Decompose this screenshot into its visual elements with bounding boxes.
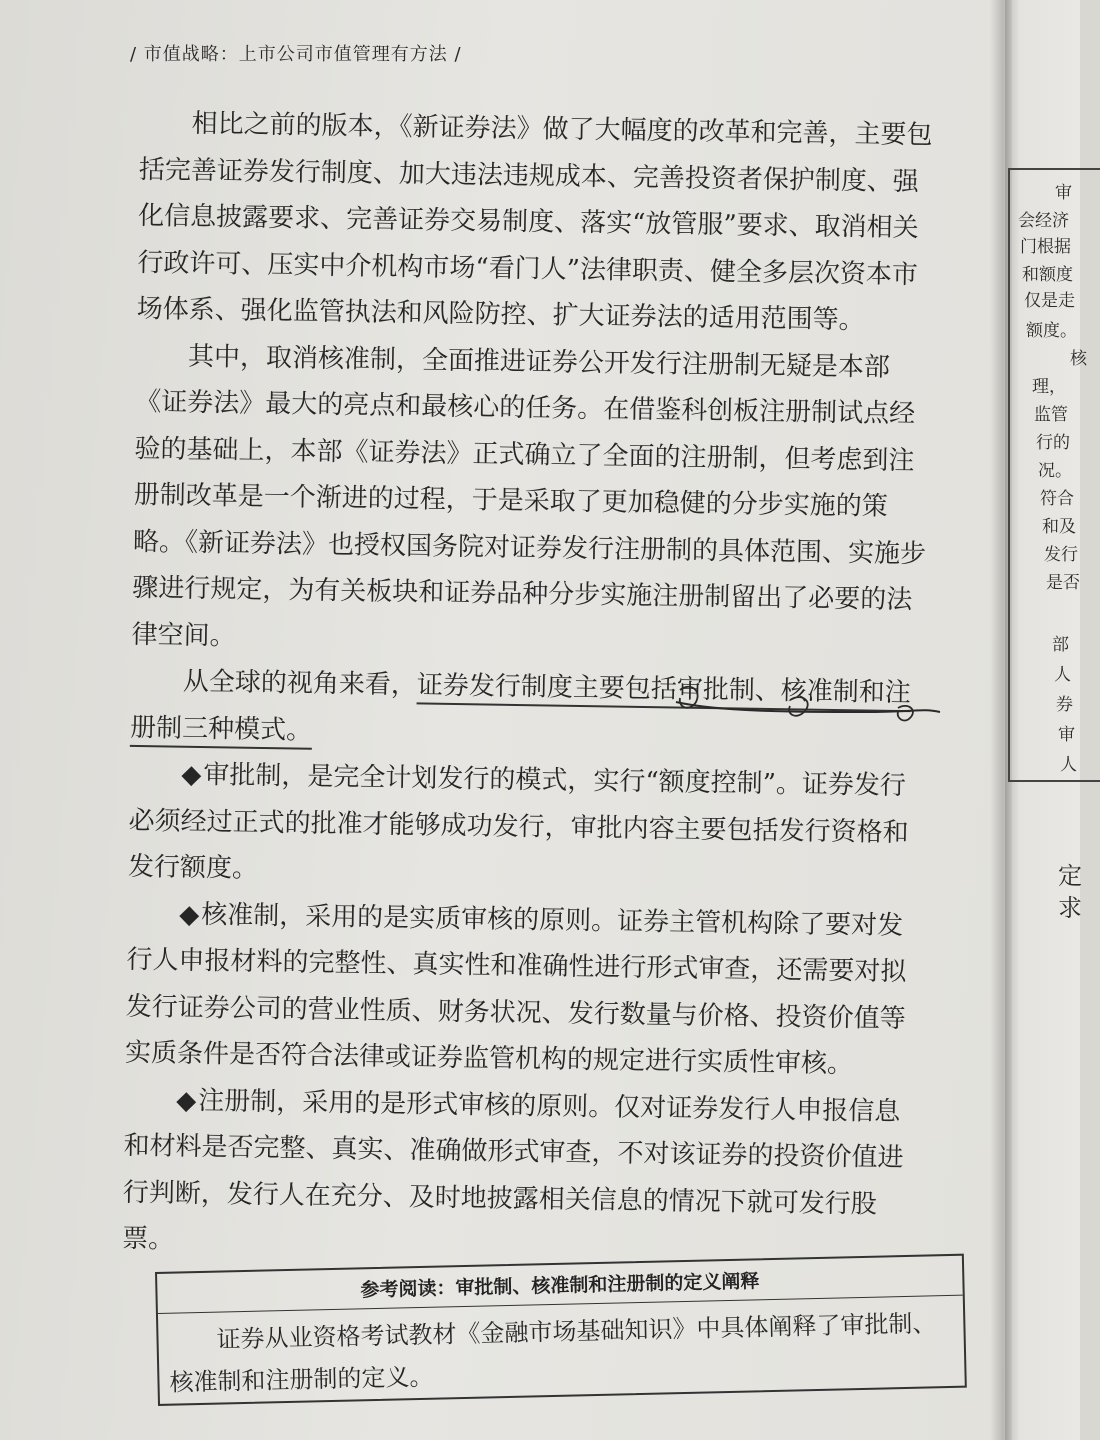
adjacent-page-line: 监管 [1034,405,1068,425]
adjacent-page-line: 理， [1032,377,1066,397]
adjacent-page-line: 人 [1054,665,1071,685]
bullet-verification-system [125,890,928,1089]
adjacent-page-line: 部 [1052,635,1069,655]
bullet-approval-system [128,751,930,903]
bullet-text: 审批制，是完全计划发行的模式，实行“额度控制”。证券发行必须经过正式的批准才能够成功发行，审批内容主要包括发行资格和发行额度。 [127,760,909,884]
paragraph-2: 其中，取消核准制，全面推进证券公开发行注册制无疑是本部《证券法》最大的亮点和最核心的任务。在借鉴科创板注册制试点经验的基础上，本部《证券法》正式确立了全面的注册制，但考虑到注册制改革是一个渐进的过程，于是采取了更加稳健的分步实施的策略。《新证券法》也授权国务院对证券发行注册制的具体范围、实施步骤进行规定，为有关板块和证券品种分步实施注册制留出了必要的法律空间。 [131,341,927,652]
adjacent-page-line: 行的 [1036,433,1070,453]
paragraph-1: 相比之前的版本，《新证券法》做了大幅度的改革和完善，主要包括完善证券发行制度、加大违法违规成本、完善投资者保护制度、强化信息披露要求、完善证券交易制度、落实“放管服”要求、取消相关行政许可、压实中介机构市场“看门人”法律职责、健全多层次资本市场体系、强化监管执法和风险防控、扩大证券法的适用范围等。 [136,108,933,336]
paragraph-3 [130,658,931,764]
adjacent-page-line: 券 [1056,695,1073,715]
adjacent-page-line: 发行 [1044,545,1078,565]
adjacent-page-line: 核 [1070,349,1087,369]
adjacent-page-line: 和及 [1042,517,1076,537]
adjacent-page-line: 定 [1058,862,1082,890]
paragraph-3-lead: 从全球的视角来看， [182,666,418,701]
adjacent-page-line: 况。 [1038,461,1072,481]
diamond-bullet-icon: ◆ [178,899,200,930]
main-text-block [122,100,940,1275]
adjacent-page-line: 人 [1060,755,1077,775]
adjacent-page-line: 审 [1055,183,1072,203]
reference-box-text: 证券从业资格考试教材《金融市场基础知识》中具体阐释了审批制、核准制和注册制的定义。 [169,1309,937,1397]
adjacent-page-line: 会经济 [1018,211,1069,231]
diamond-bullet-icon: ◆ [176,1085,197,1116]
running-header: / 市值战略：上市公司市值管理有方法 / [130,44,462,65]
adjacent-page-line: 求 [1058,894,1082,922]
adjacent-page-line: 门根据 [1020,237,1071,257]
reference-reading-box [155,1254,967,1406]
adjacent-page-line: 是否 [1046,573,1080,593]
bullet-registration-system [122,1076,925,1275]
reference-box-title: 参考阅读：审批制、核准制和注册制的定义阐释 [157,1256,963,1314]
adjacent-page-line: 和额度 [1022,265,1073,285]
adjacent-page-line: 审 [1058,725,1075,745]
bullet-text: 注册制，采用的是形式审核的原则。仅对证券发行人申报信息和材料是否完整、真实、准确做形式审查，不对该证券的投资价值进行判断，发行人在充分、及时地披露相关信息的情况下就可发行股票。 [121,1085,904,1255]
adjacent-page-line: 额度。 [1026,321,1077,341]
diamond-bullet-icon: ◆ [181,759,202,791]
adjacent-page-line: 符合 [1040,489,1074,509]
bullet-text: 核准制，采用的是实质审核的原则。证券主管机构除了要对发行人申报材料的完整性、真实性和准确性进行形式审查，还需要对拟发行证券公司的营业性质、财务状况、发行数量与价格、投资价值等实质条件是否符合法律或证券监管机构的规定进行实质性审核。 [124,899,907,1080]
underlined-phrase: 证券发行制度主要包括审批制、核准制和注册制三种模式。 [130,670,911,749]
adjacent-page-line: 仅是走 [1024,291,1075,311]
